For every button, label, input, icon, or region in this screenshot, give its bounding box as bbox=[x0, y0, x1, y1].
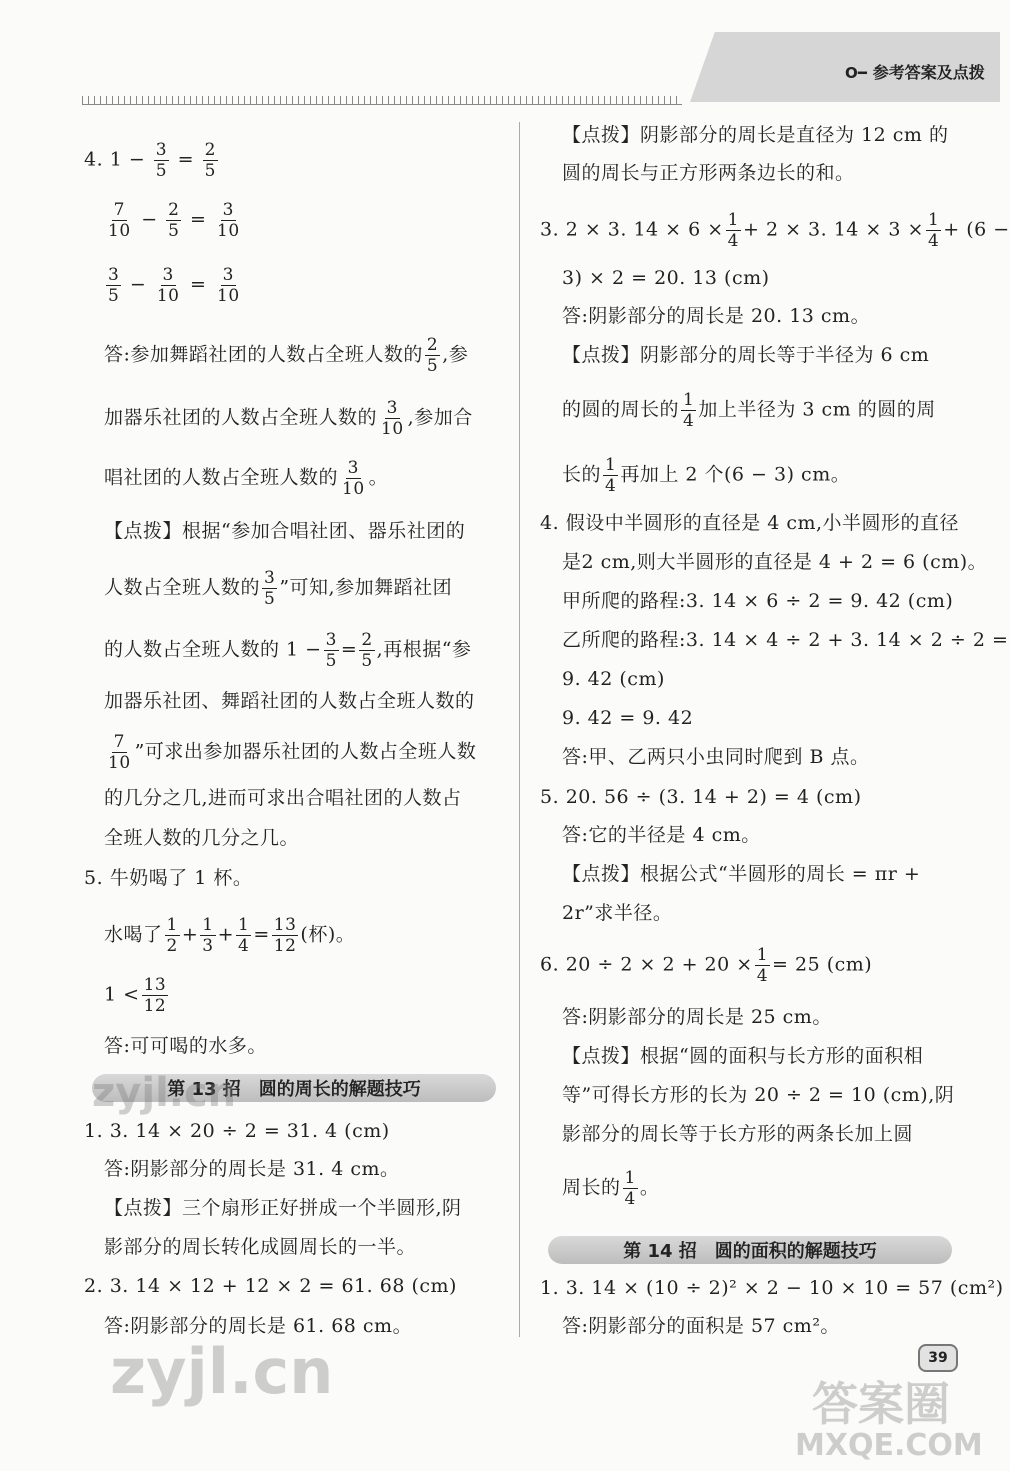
s13-q2-answer: 答:阴影部分的周长是 61. 68 cm。 bbox=[104, 1315, 413, 1337]
left-q4-line2: $\frac{7}{10}$ − $\frac{2}{5}$ = $\frac{3}{10}$ bbox=[108, 200, 240, 241]
left-q4-line3: $\frac{3}{5}$ − $\frac{3}{10}$ = $\frac{3}{10}$ bbox=[108, 265, 240, 306]
right-q4-line4: 乙所爬的路程:3. 14 × 4 ÷ 2 + 3. 14 × 2 ÷ 2 = bbox=[562, 629, 1009, 651]
fraction: $\frac{2}{5}$ bbox=[204, 140, 216, 181]
left-q5-line2: 水喝了 $\frac{1}{2}$ + $\frac{1}{3}$ + $\frac{1}{4}$ = $\frac{13}{12}$ (杯)。 bbox=[104, 915, 356, 956]
watermark-mxqe: MXQE.COM bbox=[795, 1428, 983, 1463]
left-q4-tip7: 全班人数的几分之几。 bbox=[104, 827, 300, 849]
s14-q1-answer: 答:阴影部分的面积是 57 cm²。 bbox=[562, 1315, 840, 1337]
right-q6-tip1: 【点拨】根据“圆的面积与长方形的面积相 bbox=[562, 1045, 924, 1067]
right-q5-tip1: 【点拨】根据公式“半圆形的周长 = πr + bbox=[562, 863, 921, 885]
right-q6-answer: 答:阴影部分的周长是 25 cm。 bbox=[562, 1006, 832, 1028]
right-q3-answer: 答:阴影部分的周长是 20. 13 cm。 bbox=[562, 305, 871, 327]
right-q3-tip2: 的圆的周长的 $\frac{1}{4}$ 加上半径为 3 cm 的圆的周 bbox=[562, 390, 936, 431]
column-divider bbox=[519, 122, 520, 1337]
s13-q1-equation: 1. 3. 14 × 20 ÷ 2 = 31. 4 (cm) bbox=[84, 1120, 390, 1142]
left-q4-tip3: 的人数占全班人数的 1 − $\frac{3}{5}$ = $\frac{2}{5}$ ,再根据“参 bbox=[104, 630, 472, 671]
left-q4-tip1: 【点拨】根据“参加合唱社团、器乐社团的 bbox=[104, 520, 466, 542]
watermark-daan: 答案圈 bbox=[812, 1377, 950, 1431]
right-q4-line3: 甲所爬的路程:3. 14 × 6 ÷ 2 = 9. 42 (cm) bbox=[562, 590, 954, 612]
key-icon: O━ bbox=[845, 64, 867, 82]
left-q4-tip2: 人数占全班人数的 $\frac{3}{5}$ ”可知,参加舞蹈社团 bbox=[104, 568, 453, 609]
watermark-zyjl-top: zyjl.cn bbox=[92, 1070, 237, 1116]
page-number: 39 bbox=[918, 1344, 958, 1372]
right-tip-top1: 【点拨】阴影部分的周长是直径为 12 cm 的 bbox=[562, 124, 949, 146]
left-q5-line3: 1 < $\frac{13}{12}$ bbox=[104, 975, 167, 1016]
s13-q2-equation: 2. 3. 14 × 12 + 12 × 2 = 61. 68 (cm) bbox=[84, 1275, 457, 1297]
right-q3-line2: 3) × 2 = 20. 13 (cm) bbox=[562, 267, 770, 289]
left-q4-answer3: 唱社团的人数占全班人数的 $\frac{3}{10}$ 。 bbox=[104, 458, 389, 499]
ruler-decoration bbox=[82, 92, 682, 105]
s13-q1-tip2: 影部分的周长转化成圆周长的一半。 bbox=[104, 1236, 417, 1258]
s13-q1-tip1: 【点拨】三个扇形正好拼成一个半圆形,阴 bbox=[104, 1197, 462, 1219]
left-q4-answer2: 加器乐社团的人数占全班人数的 $\frac{3}{10}$ ,参加合 bbox=[104, 398, 473, 439]
left-q4-line1: 4. 1 − $\frac{3}{5}$ = $\frac{2}{5}$ bbox=[84, 140, 216, 181]
right-q5-equation: 5. 20. 56 ÷ (3. 14 + 2) = 4 (cm) bbox=[540, 786, 862, 808]
header-title: O━ 参考答案及点拨 bbox=[845, 63, 985, 82]
s13-q1-answer: 答:阴影部分的周长是 31. 4 cm。 bbox=[104, 1158, 400, 1180]
left-q4-tip5: $\frac{7}{10}$ ”可求出参加器乐社团的人数占全班人数 bbox=[108, 732, 477, 773]
right-q3-tip1: 【点拨】阴影部分的周长等于半径为 6 cm bbox=[562, 344, 930, 366]
section-14-banner: 第 14 招 圆的面积的解题技巧 bbox=[548, 1236, 952, 1264]
right-q6-equation: 6. 20 ÷ 2 × 2 + 20 × $\frac{1}{4}$ = 25 (cm) bbox=[540, 945, 873, 986]
s14-q1-equation: 1. 3. 14 × (10 ÷ 2)² × 2 − 10 × 10 = 57 (cm²) bbox=[540, 1277, 1004, 1299]
left-q4-answer1: 答:参加舞蹈社团的人数占全班人数的 $\frac{2}{5}$ ,参 bbox=[104, 335, 469, 376]
right-q4-line2: 是2 cm,则大半圆形的直径是 4 + 2 = 6 (cm)。 bbox=[562, 551, 988, 573]
left-q5-line1: 5. 牛奶喝了 1 杯。 bbox=[84, 867, 253, 889]
watermark-zyjl-bottom: zyjl.cn bbox=[110, 1335, 334, 1408]
left-q5-answer: 答:可可喝的水多。 bbox=[104, 1035, 267, 1057]
right-q4-line5: 9. 42 (cm) bbox=[562, 668, 665, 690]
right-q4-line1: 4. 假设中半圆形的直径是 4 cm,小半圆形的直径 bbox=[540, 512, 960, 534]
right-q6-tip2: 等”可得长方形的长为 20 ÷ 2 = 10 (cm),阴 bbox=[562, 1084, 955, 1106]
right-q4-line6: 9. 42 = 9. 42 bbox=[562, 707, 694, 729]
right-q6-tip3: 影部分的周长等于长方形的两条长加上圆 bbox=[562, 1123, 914, 1145]
fraction: $\frac{3}{5}$ bbox=[155, 140, 168, 181]
left-q4-tip6: 的几分之几,进而可求出合唱社团的人数占 bbox=[104, 787, 462, 809]
right-q3-tip3: 长的 $\frac{1}{4}$ 再加上 2 个(6 − 3) cm。 bbox=[562, 455, 851, 496]
right-q5-answer: 答:它的半径是 4 cm。 bbox=[562, 824, 761, 846]
right-tip-top2: 圆的周长与正方形两条边长的和。 bbox=[562, 162, 855, 184]
left-q4-tip4: 加器乐社团、舞蹈社团的人数占全班人数的 bbox=[104, 690, 475, 712]
right-q4-answer: 答:甲、乙两只小虫同时爬到 B 点。 bbox=[562, 746, 870, 768]
right-q6-tip4: 周长的 $\frac{1}{4}$ 。 bbox=[562, 1168, 660, 1209]
right-q5-tip2: 2r”求半径。 bbox=[562, 902, 673, 924]
right-q3-line1: 3. 2 × 3. 14 × 6 × $\frac{1}{4}$ + 2 × 3. 14 × 3 × $\frac{1}{4}$ + (6 − bbox=[540, 210, 1010, 251]
section-13-banner: 第 13 招 圆的周长的解题技巧 bbox=[92, 1074, 496, 1102]
